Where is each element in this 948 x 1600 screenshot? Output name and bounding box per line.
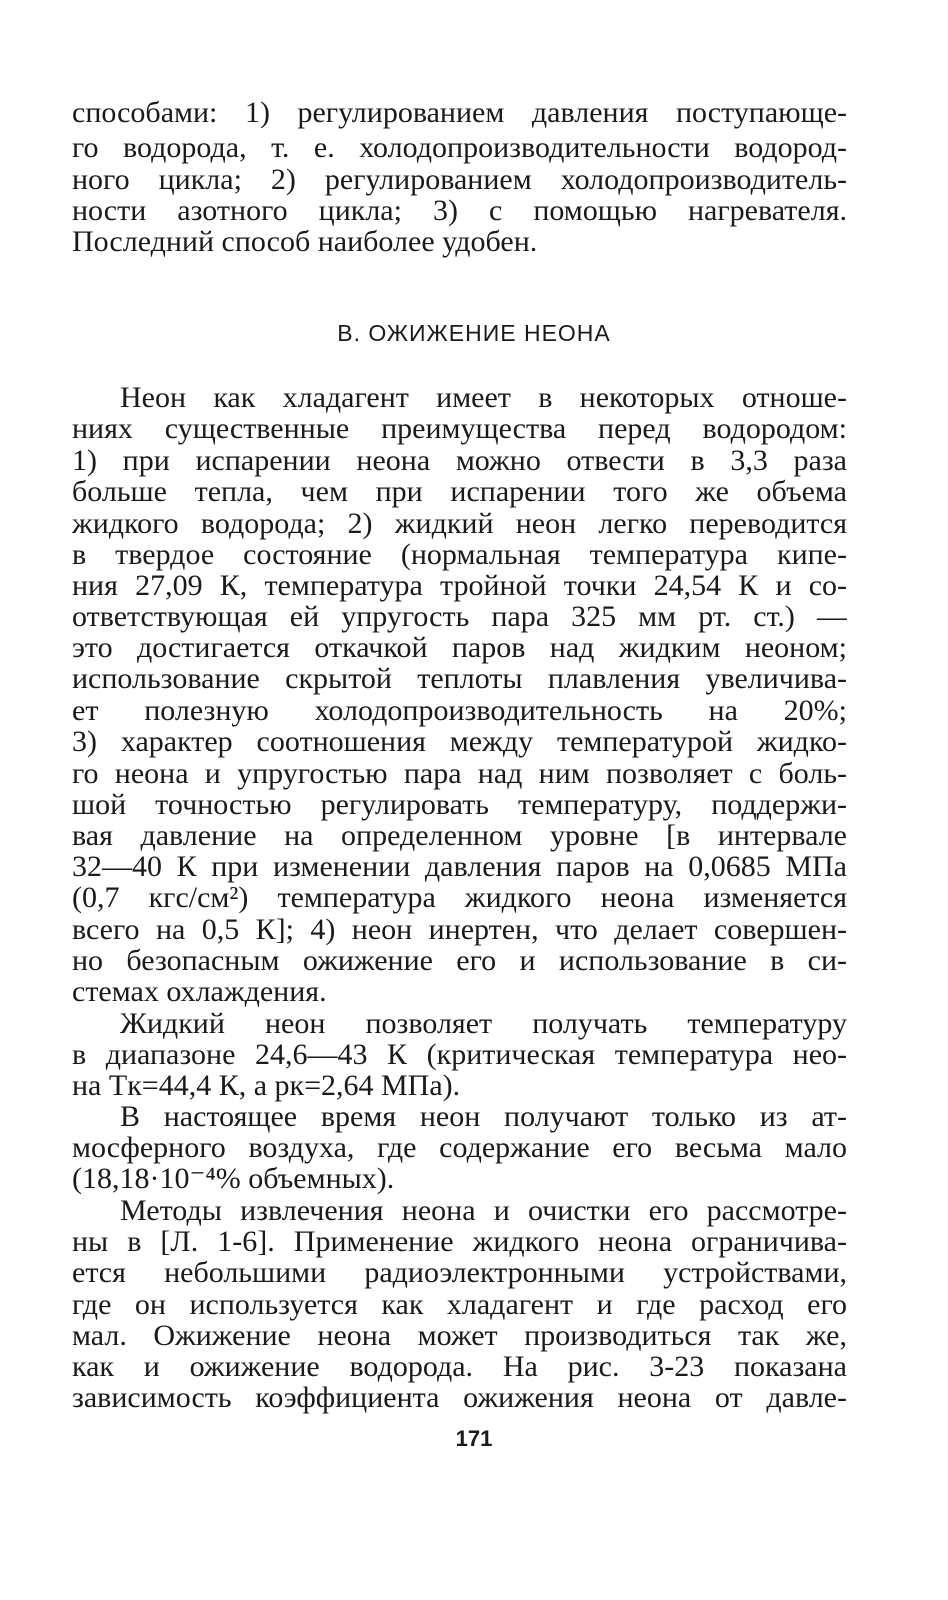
text-line: го водорода, т. е. холодопроизводительности водород-: [72, 131, 847, 164]
text-line: мосферного воздуха, где содержание его весьма мало: [72, 1131, 847, 1164]
text-line: использование скрытой теплоты плавления увеличива-: [72, 662, 847, 695]
text-line: шой точностью регулировать температуру, поддержи-: [72, 788, 847, 821]
text-line: это достигается откачкой паров над жидким неоном;: [72, 631, 847, 664]
text-line: на Tк=44,4 К, а pк=2,64 МПа).: [72, 1069, 461, 1102]
text-line: но безопасным ожижение его и использование в си-: [72, 944, 847, 977]
text-line: 3) характер соотношения между температурой жидко-: [72, 725, 847, 758]
text-line: Методы извлечения неона и очистки его рассмотре-: [120, 1194, 847, 1227]
text-line: как и ожижение водорода. На рис. 3-23 показана: [72, 1350, 847, 1383]
text-line: в твердое состояние (нормальная температура кипе-: [72, 538, 847, 571]
text-line: всего на 0,5 К]; 4) неон инертен, что делает совершен-: [72, 913, 847, 946]
text-line: стемах охлаждения.: [72, 975, 327, 1008]
text-line: жидкого водорода; 2) жидкий неон легко переводится: [72, 507, 847, 540]
text-line: где он используется как хладагент и где расход его: [72, 1288, 847, 1321]
text-line: больше тепла, чем при испарении того же объема: [72, 475, 847, 508]
text-line: в диапазоне 24,6—43 К (критическая температура нео-: [72, 1038, 847, 1071]
text-line: ного цикла; 2) регулированием холодопроизводитель-: [72, 163, 847, 196]
text-line: (0,7 кгс/см²) температура жидкого неона изменяется: [72, 881, 847, 914]
text-line: ниях существенные преимущества перед водородом:: [72, 412, 847, 445]
text-line: Последний способ наиболее удобен.: [72, 225, 538, 258]
text-line: ности азотного цикла; 3) с помощью нагревателя.: [72, 194, 847, 227]
text-line: способами: 1) регулированием давления поступающе-: [72, 96, 847, 129]
text-line: Неон как хладагент имеет в некоторых отноше-: [120, 381, 847, 414]
text-line: мал. Ожижение неона может производиться так же,: [72, 1319, 847, 1352]
text-line: го неона и упругостью пара над ним позволяет с боль-: [72, 757, 847, 790]
text-line: ответствующая ей упругость пара 325 мм рт. ст.) —: [72, 600, 847, 633]
text-line: вая давление на определенном уровне [в интервале: [72, 819, 847, 852]
text-line: (18,18·10⁻⁴% объемных).: [72, 1162, 395, 1195]
section-heading: В. ОЖИЖЕНИЕ НЕОНА: [337, 320, 611, 346]
page-number: 171: [455, 1426, 493, 1451]
text-line: зависимость коэффициента ожижения неона от давле-: [72, 1381, 847, 1414]
text-line: Жидкий неон позволяет получать температуру: [120, 1007, 847, 1040]
text-line: ется небольшими радиоэлектронными устройствами,: [72, 1256, 847, 1289]
text-line: ет полезную холодопроизводительность на 20%;: [72, 694, 847, 727]
text-line: 1) при испарении неона можно отвести в 3,3 раза: [72, 444, 847, 477]
text-line: 32—40 К при изменении давления паров на 0,0685 МПа: [72, 850, 847, 883]
text-line: ны в [Л. 1-6]. Применение жидкого неона ограничива-: [72, 1225, 847, 1258]
text-line: ния 27,09 К, температура тройной точки 24,54 К и со-: [72, 569, 847, 602]
text-line: В настоящее время неон получают только из ат-: [120, 1100, 847, 1133]
